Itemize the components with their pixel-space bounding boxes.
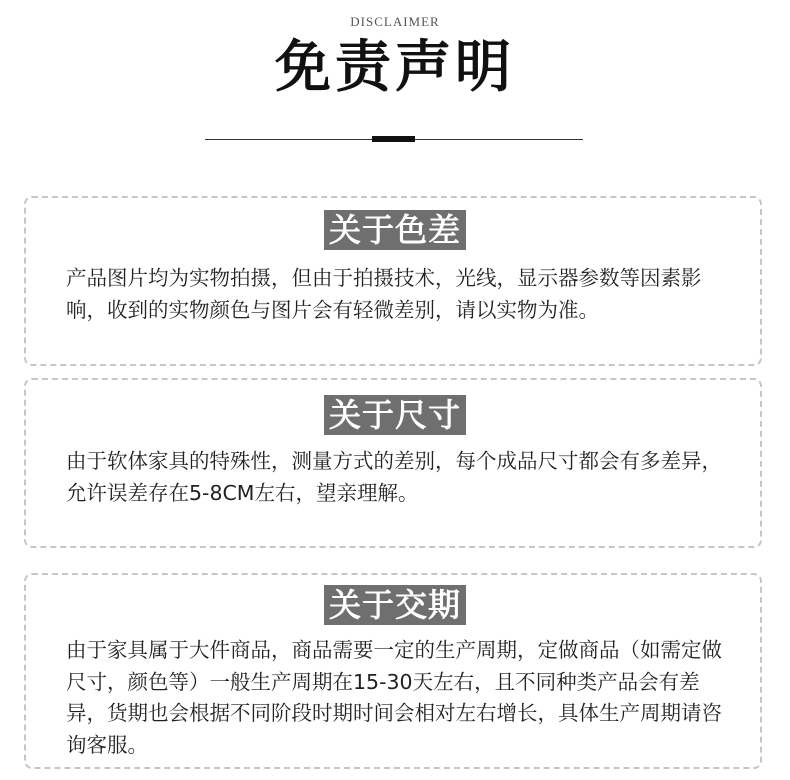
section-size [24,378,762,548]
title-divider-accent [372,136,415,142]
section-body-delivery: 由于家具属于大件商品，商品需要一定的生产周期，定做商品（如需定做尺寸，颜色等）一般生产周期在15-30天左右，且不同种类产品会有差异，货期也会根据不同阶段时期时间会相对左右增长，具体生产周期请咨询客服。 [66,638,722,757]
page-title: 免责声明 [275,35,515,100]
disclaimer-subtitle: DISCLAIMER [350,14,440,29]
section-label-color-difference: 关于色差 [324,210,466,250]
section-label-delivery: 关于交期 [324,585,466,625]
section-body-size: 由于软体家具的特殊性，测量方式的差别，每个成品尺寸都会有多差异，允许误差存在5-8CM左右，望亲理解。 [66,449,722,505]
section-color-difference [24,196,762,366]
section-delivery [24,573,762,769]
section-label-size: 关于尺寸 [324,395,466,435]
section-body-color-difference: 产品图片均为实物拍摄，但由于拍摄技术，光线，显示器参数等因素影响，收到的实物颜色与图片会有轻微差别，请以实物为准。 [66,266,702,322]
